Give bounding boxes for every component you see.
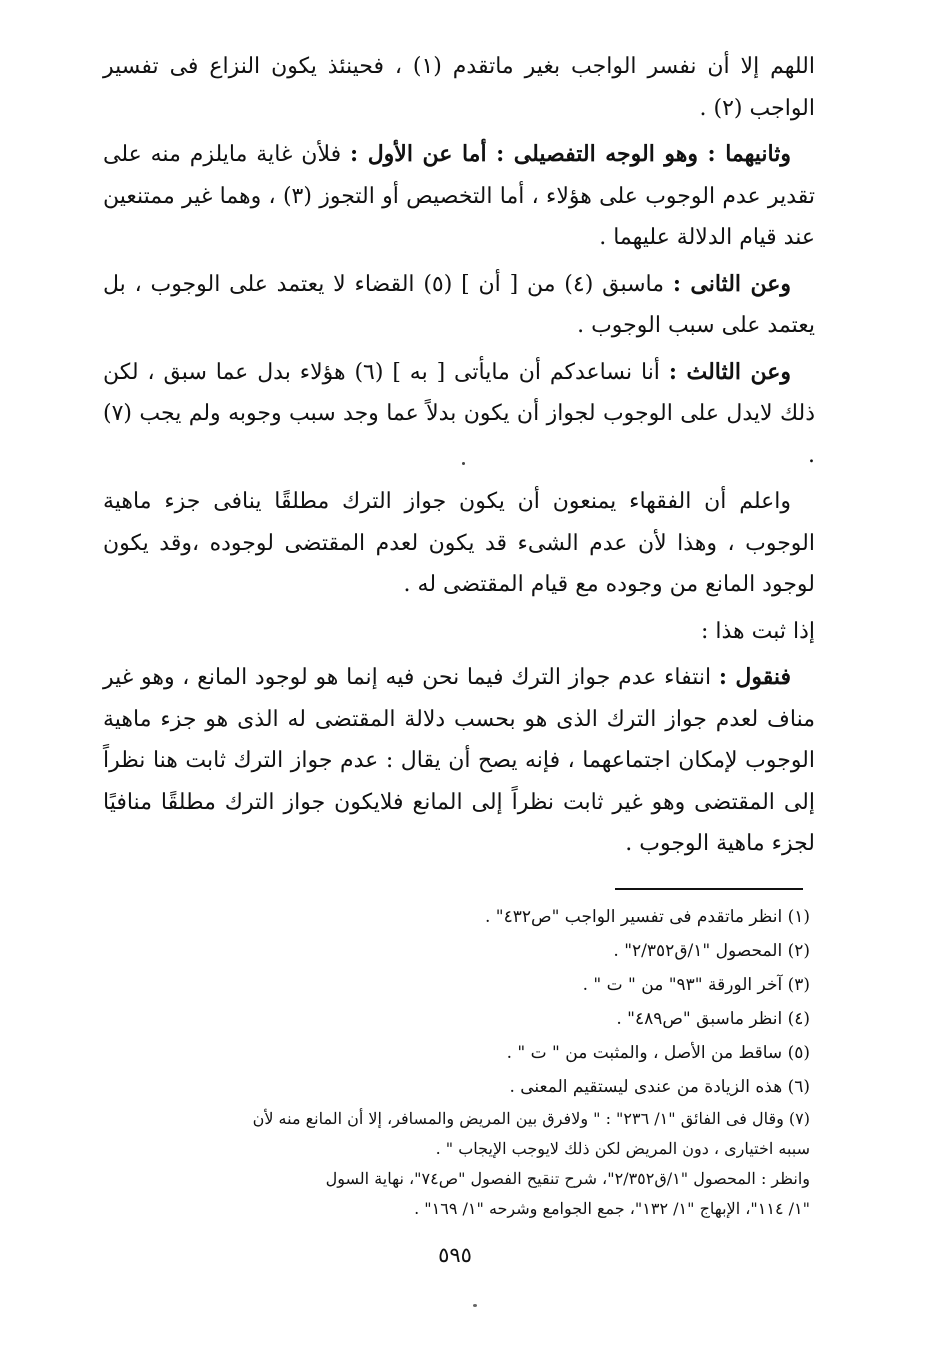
footnote-7-line-3: وانظر : المحصول "١/ق٢/٣٥٢"، شرح تنقيح الفصول "ص٧٤"، نهاية السول xyxy=(325,1169,810,1188)
paragraph-1 xyxy=(103,46,815,129)
paragraph-3-text: ماسبق (٤) من [ أن ] (٥) القضاء لا يعتمد على الوجوب ، بل يعتمد على سبب الوجوب . xyxy=(103,271,815,338)
paragraph-2 xyxy=(103,134,815,259)
main-text xyxy=(103,46,815,870)
paragraph-7-text: انتفاء عدم جواز الترك فيما نحن فيه إنما هو لوجود المانع ، وهو غير مناف لعدم جواز الترك الذى هو بحسب دلالة المقتضى له الذى هو جزء ماهية الوجوب لإمكان اجتماعهما ، فإنه يصح أن يقال : عدم جواز الترك ثابت هنا نظراً إلى المقتضى وهو غير ثابت نظراً إلى المانع فلايكون جواز الترك مطلقًا منافيًا لجزء ماهية الوجوب . xyxy=(103,665,815,856)
footnote-4: (٤) انظر ماسبق "ص٤٨٩" . xyxy=(616,1009,810,1029)
page-number: ٥٩٥ xyxy=(438,1243,472,1267)
footnote-3: (٣) آخر الورقة "٩٣" من " ت " . xyxy=(582,975,810,995)
paragraph-2-text: فلأن غاية مايلزم منه على تقدير عدم الوجوب على هؤلاء ، أما التخصيص أو التجوز (٣) ، وهما غير ممتنعين عند قيام الدلالة عليهما . xyxy=(103,142,815,250)
footnote-separator xyxy=(615,888,803,890)
paragraph-4-heading: وعن الثالث : xyxy=(668,358,791,385)
paragraph-6-text: إذا ثبت هذا : xyxy=(700,618,815,644)
footnote-7-line-2: سببه اختيارى ، دون المريض لكن ذلك لايوجب الإيجاب " . xyxy=(435,1139,810,1158)
footnote-1: (١) انظر ماتقدم فى تفسير الواجب "ص٤٣٢" . xyxy=(484,907,810,927)
paragraph-7 xyxy=(103,657,815,865)
paragraph-5 xyxy=(103,481,815,606)
footnote-7-line-4: "١/ ١١٤"، الإبهاج "١/ ١٣٢"، جمع الجوامع وشرحه "١/ ١٦٩" . xyxy=(414,1199,810,1218)
paragraph-6 xyxy=(103,611,815,653)
paragraph-4 xyxy=(103,352,815,477)
paragraph-5-text: واعلم أن الفقهاء يمنعون أن يكون جواز الترك مطلقًا ينافى جزء ماهية الوجوب ، وهذا لأن عدم الشىء قد يكون لعدم المقتضى لوجوده ،وقد يكون لوجود المانع من وجوده مع قيام المقتضى له . xyxy=(103,489,815,597)
footnotes xyxy=(110,900,810,1224)
ink-speck xyxy=(473,1304,477,1307)
footnote-6: (٦) هذه الزيادة من عندى ليستقيم المعنى . xyxy=(509,1077,810,1097)
footnote-2: (٢) المحصول "١/ق٢/٣٥٢" . xyxy=(613,941,810,961)
ink-speck xyxy=(462,462,465,465)
paragraph-3 xyxy=(103,264,815,347)
paragraph-2-heading: وثانيهما : وهو الوجه التفصيلى : أما عن الأول : xyxy=(350,141,791,167)
paragraph-1-text: اللهم إلا أن نفسر الواجب بغير ماتقدم (١) ، فحينئذ يكون النزاع فى تفسير الواجب (٢) . xyxy=(103,54,815,121)
footnote-7-line-1: (٧) وقال فى الفائق "١/ ٢٣٦" : " ولافرق بين المريض والمسافر، إلا أن المانع منه لأن xyxy=(252,1109,810,1128)
footnote-5: (٥) ساقط من الأصل ، والمثبت من " ت " . xyxy=(506,1043,810,1063)
paragraph-4-text: أنا نساعدكم أن مايأتى [ به ] (٦) هؤلاء بدل عما سبق ، لكن ذلك لايدل على الوجوب لجواز أن يكون بدلاً عما وجد سبب وجوبه ولم يجب (٧) . xyxy=(103,359,815,468)
paragraph-3-heading: وعن الثانى : xyxy=(672,270,791,297)
paragraph-7-heading: فنقول : xyxy=(718,664,791,690)
